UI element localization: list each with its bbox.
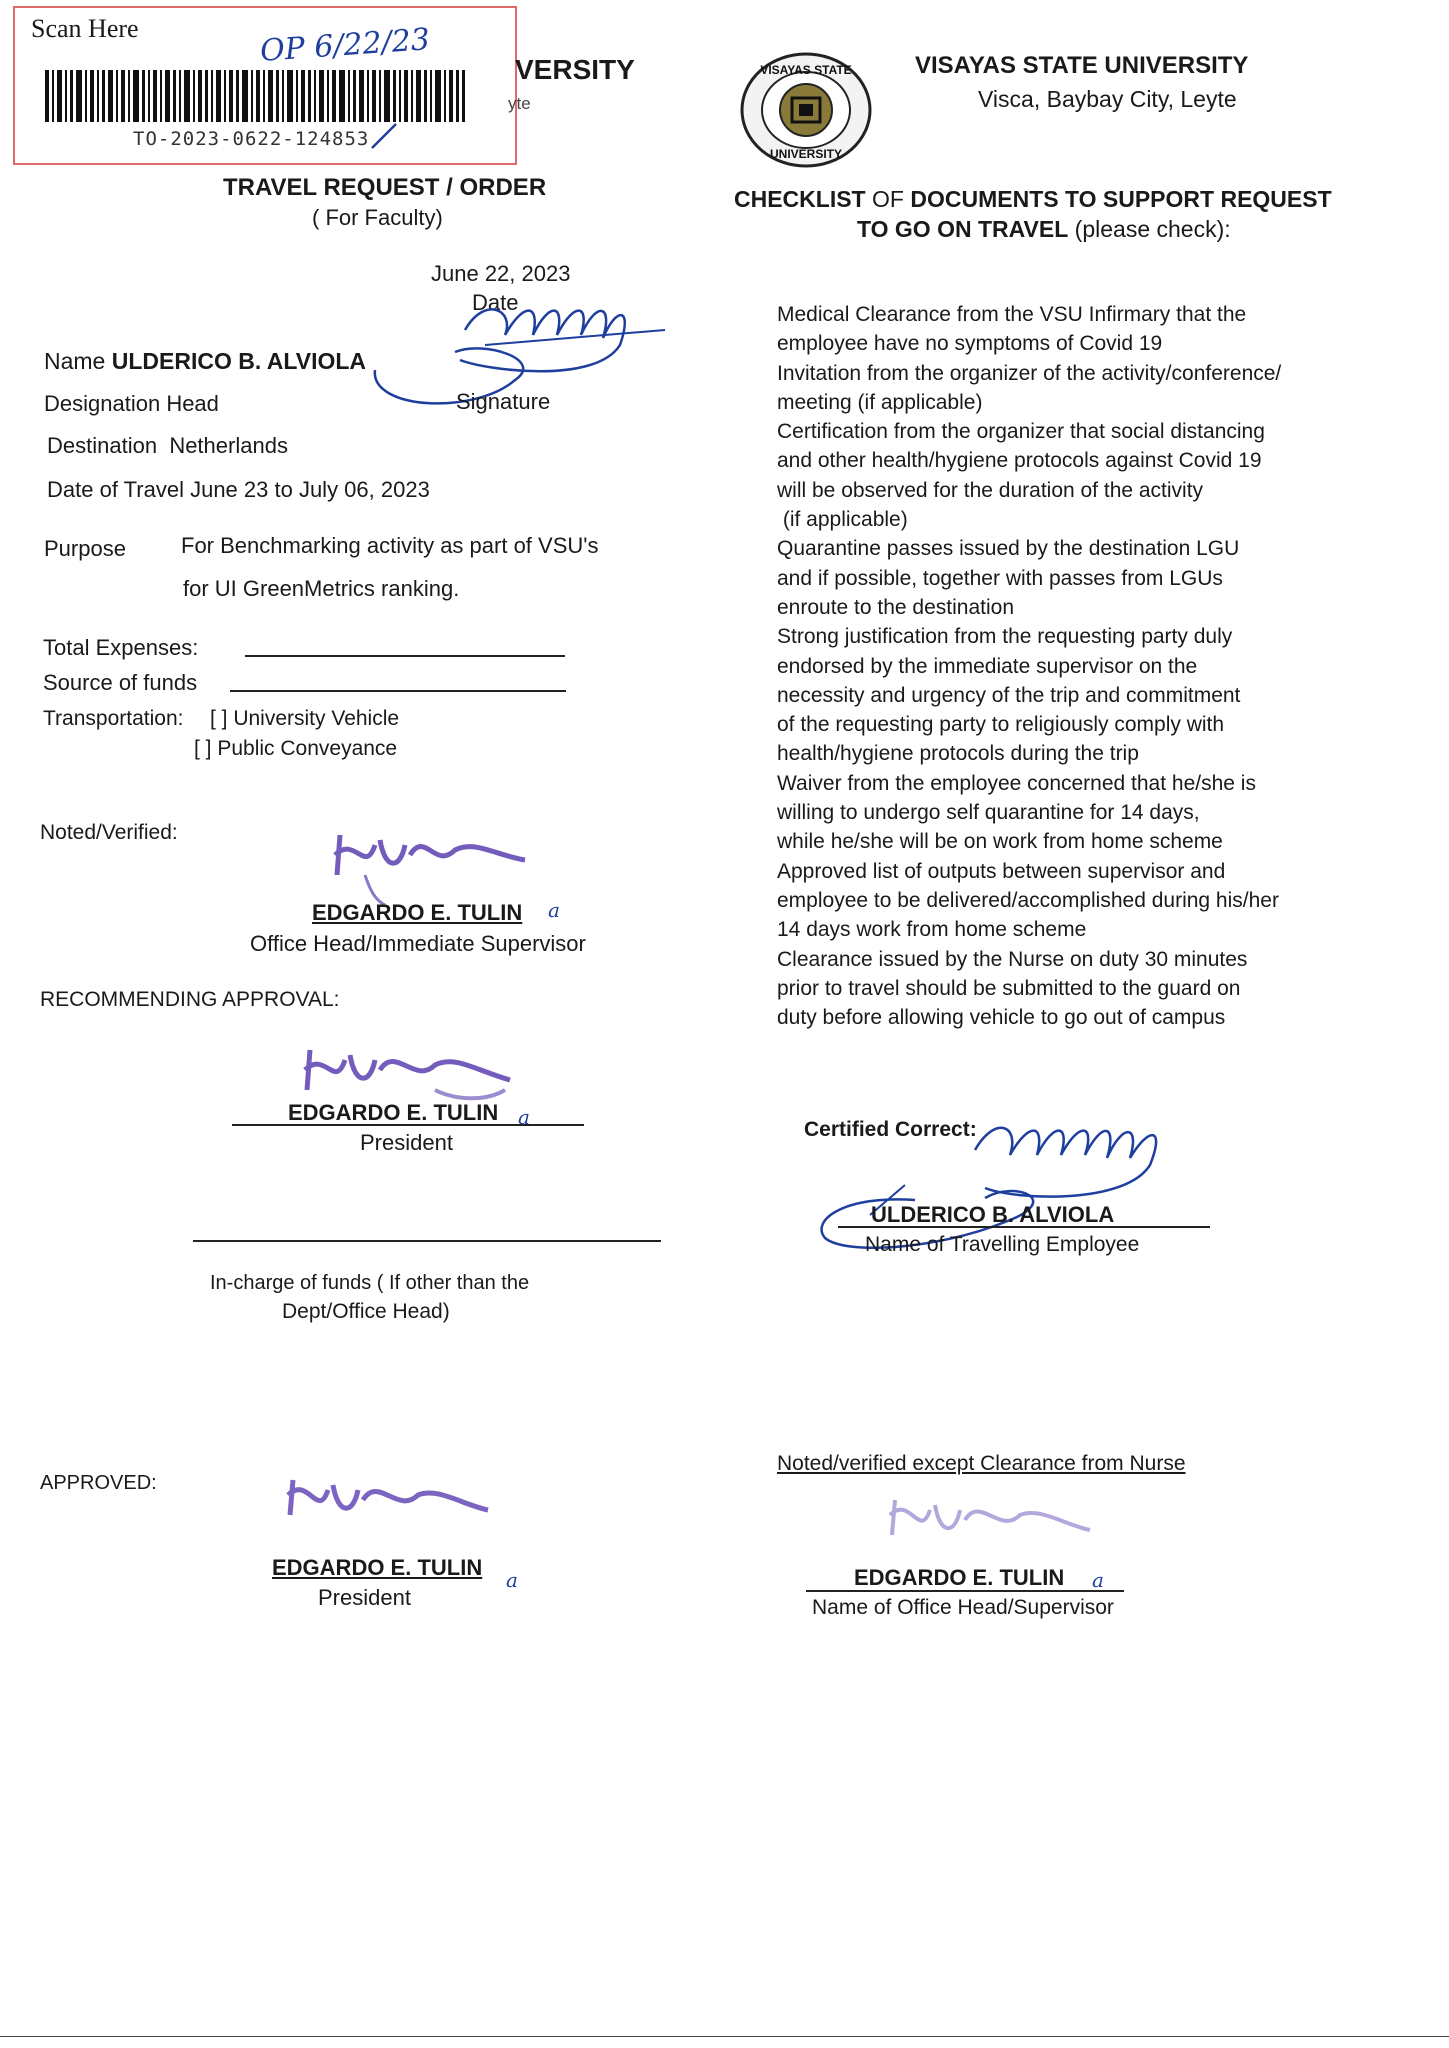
university-seal-logo [737,50,875,170]
travel-date-row [47,477,430,503]
scan-label-handwritten-note: OP 6/22/23 [258,22,431,69]
checklist-line: Clearance issued by the Nurse on duty 30 minutes [777,947,1248,971]
checklist-line: Approved list of outputs between supervisor and [777,859,1226,883]
purpose-line-2: for UI GreenMetrics ranking. [183,576,460,601]
checklist-title-bold-c: TO GO ON TRAVEL [857,216,1069,242]
checklist-title-please-check: (please check): [1068,216,1231,242]
transport-option-public-conveyance: [ ] Public Conveyance [194,737,398,760]
checklist-title-bold-a: CHECKLIST [734,186,866,212]
checklist-title-bold-b: DOCUMENTS TO SUPPORT REQUEST [910,186,1332,212]
checklist-line: Certification from the organizer that social distancing [777,420,1265,444]
checklist-line: Medical Clearance from the VSU Infirmary that the [777,303,1247,326]
funds-signature-line [193,1240,661,1242]
checklist-line: willing to undergo self quarantine for 14 days, [777,801,1200,825]
travel-date-label: Date of Travel [47,477,184,502]
date-label: Date [472,290,519,315]
checklist-title-line-1 [734,186,1332,213]
funds-caption-line-2: Dept/Office Head) [282,1300,450,1323]
source-of-funds-line [230,690,566,692]
checklist-line: of the requesting party to religiously comply with [777,713,1225,737]
checklist-title-of: OF [865,186,911,212]
noted-signature-stamp [325,815,545,910]
checklist-line: duty before allowing vehicle to go out of campus [777,1006,1226,1030]
scan-label-title: Scan Here [31,14,139,43]
checklist-line: will be observed for the duration of the activity [777,478,1204,502]
approved-title: President [318,1585,411,1610]
checklist-line: employee have no symptoms of Covid 19 [777,332,1163,356]
checklist-line: employee to be delivered/accomplished during his/her [777,888,1279,912]
recommending-initial: a [518,1105,530,1129]
checklist-line: 14 days work from home scheme [777,918,1087,942]
seal-text-bottom: UNIVERSITY [769,147,843,161]
source-of-funds-label: Source of funds [43,670,198,695]
recommending-title: President [360,1130,453,1155]
checklist-line: Invitation from the organizer of the activity/conference/ [777,361,1282,385]
supervisor-signature-stamp [880,1485,1100,1565]
travel-date-value: June 23 to July 06, 2023 [190,477,430,502]
noted-title: Office Head/Immediate Supervisor [250,931,586,956]
seal-text-top: VISAYAS STATE [760,63,852,77]
noted-initial: a [548,898,560,922]
recommending-approval-label: RECOMMENDING APPROVAL: [40,988,340,1011]
scan-label [13,6,517,165]
supervisor-name: EDGARDO E. TULIN [854,1565,1065,1590]
noted-except-nurse: Noted/verified except Clearance from Nurse [777,1452,1186,1475]
total-expenses-label: Total Expenses: [43,635,199,660]
checklist-line: necessity and urgency of the trip and commitment [777,683,1241,707]
checklist-line: and if possible, together with passes from LGUs [777,566,1223,590]
checklist-line: Strong justification from the requesting party duly [777,625,1233,649]
approved-signature-stamp [278,1465,498,1545]
checklist-line: health/hygiene protocols during the trip [777,742,1139,766]
transportation-label: Transportation: [43,707,184,730]
checklist-line: endorsed by the immediate supervisor on the [777,654,1198,678]
funds-caption-line-1: In-charge of funds ( If other than the [210,1272,530,1294]
checklist-line: prior to travel should be submitted to the guard on [777,976,1241,1000]
right-header-address: Visca, Baybay City, Leyte [978,86,1237,112]
left-header-university: VERSITY [515,54,635,85]
purpose-line-1: For Benchmarking activity as part of VSU's [181,533,599,558]
handwritten-check-mark [370,120,400,150]
barcode-bars [45,70,465,122]
approved-label: APPROVED: [40,1472,157,1494]
form-subtitle: ( For Faculty) [312,205,443,230]
checklist-items [777,300,1281,1032]
name-row [44,348,366,375]
date-value: June 22, 2023 [431,261,571,286]
name-value: ULDERICO B. ALVIOLA [111,348,367,374]
certified-correct-label: Certified Correct: [804,1118,977,1141]
total-expenses-line [245,655,565,657]
checklist-line: while he/she will be on work from home scheme [777,830,1223,854]
page-bottom-edge [0,2036,1449,2037]
scan-label-tracking-code: TO-2023-0622-124853 [133,128,370,150]
certified-caption: Name of Travelling Employee [865,1233,1140,1256]
noted-verified-label: Noted/Verified: [40,821,178,844]
supervisor-initial: a [1092,1568,1104,1592]
supervisor-caption: Name of Office Head/Supervisor [812,1596,1114,1619]
checklist-title-line-2 [857,216,1231,243]
checklist-line: (if applicable) [777,508,908,532]
destination-row [47,433,288,459]
form-title: TRAVEL REQUEST / ORDER [223,174,547,201]
destination-value: Netherlands [169,433,288,458]
purpose-label: Purpose [44,536,126,561]
designation-row [44,391,219,417]
barcode [45,70,465,122]
designation-value: Head [166,391,219,416]
checklist-line: enroute to the destination [777,595,1015,619]
name-label: Name [44,348,106,374]
checklist-line: Quarantine passes issued by the destination LGU [777,537,1240,561]
signature-label: Signature [456,389,551,414]
recommending-name: EDGARDO E. TULIN [288,1100,499,1125]
recommending-signature-line [232,1124,584,1126]
approved-initial: a [506,1568,518,1592]
checklist-line: meeting (if applicable) [777,390,983,414]
destination-label: Destination [47,433,158,458]
certified-signature-line [838,1226,1210,1228]
checklist-line: and other health/hygiene protocols against Covid 19 [777,449,1262,473]
designation-label: Designation [44,391,161,416]
certified-name: ULDERICO B. ALVIOLA [871,1202,1115,1227]
right-header-university: VISAYAS STATE UNIVERSITY [915,52,1249,79]
supervisor-signature-line [806,1590,1124,1592]
checklist-line: Waiver from the employee concerned that he/she is [777,771,1256,795]
left-header-address: yte [508,94,531,113]
transport-option-university-vehicle: [ ] University Vehicle [210,707,400,730]
noted-name: EDGARDO E. TULIN [312,900,523,925]
approved-name: EDGARDO E. TULIN [272,1555,483,1580]
